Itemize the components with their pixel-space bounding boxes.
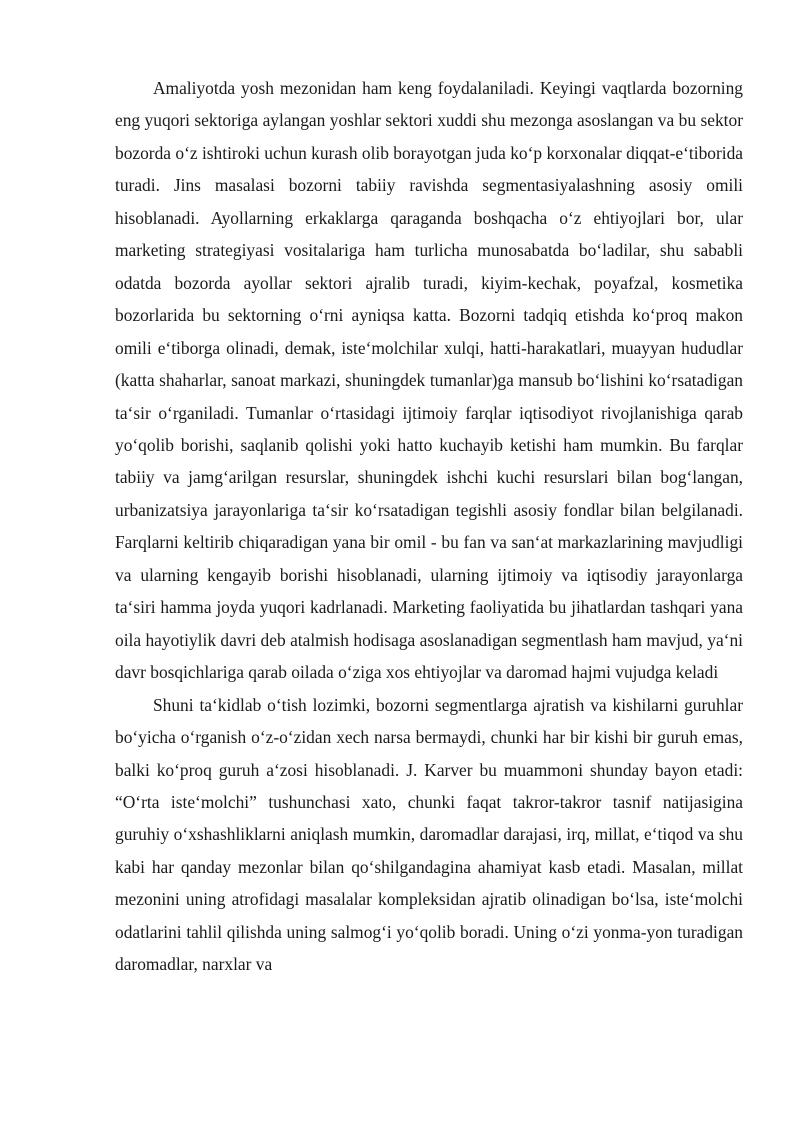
paragraph-2: Shuni ta‘kidlab o‘tish lozimki, bozorni segmentlarga ajratish va kishilarni guruhlar bo‘yicha o‘rganish o‘z-o‘zidan xech narsa bermaydi, chunki har bir kishi bir guruh emas, balki ko‘proq guruh a‘zosi hisoblanadi. J. Karver bu muammoni shunday bayon etadi: “O‘rta iste‘molchi” tushunchasi xato, chunki faqat takror-takror tasnif natijasigina guruhiy o‘xshashliklarni aniqlash mumkin, daromadlar darajasi, irq, millat, e‘tiqod va shu kabi har qanday mezonlar bilan qo‘shilgandagina ahamiyat kasb etadi. Masalan, millat mezonini uning atrofidagi masalalar kompleksidan ajratib olinadigan bo‘lsa, iste‘molchi odatlarini tahlil qilishda uning salmog‘i yo‘qolib boradi. Uning o‘zi yonma-yon turadigan daromadlar, narxlar va — [115, 694, 743, 975]
paragraph-1: Amaliyotda yosh mezonidan ham keng foydalaniladi. Keyingi vaqtlarda bozorning eng yuqori sektoriga aylangan yoshlar sektori xuddi shu mezonga asoslangan va bu sektor bozorda o‘z ishtiroki uchun kurash olib borayotgan juda ko‘p korxonalar diqqat-e‘tiborida turadi. Jins masalasi bozorni tabiiy ravishda segmentasiyalashning asosiy omili hisoblanadi. Ayollarning erkaklarga qaraganda boshqacha o‘z ehtiyojlari bor, ular marketing strategiyasi vositalariga ham turlicha munosabatda bo‘ladilar, shu sababli odatda bozorda ayollar sektori ajralib turadi, kiyim-kechak, poyafzal, kosmetika bozorlarida bu sektorning o‘rni ayniqsa katta. Bozorni tadqiq etishda ko‘proq makon omili e‘tiborga olinadi, demak, iste‘molchilar xulqi, hatti-harakatlari, muayyan hududlar (katta shaharlar, sanoat markazi, shuningdek tumanlar)ga mansub bo‘lishini ko‘rsatadigan ta‘sir o‘rganiladi. Tumanlar o‘rtasidagi ijtimoiy farqlar iqtisodiyot rivojlanishiga qarab yo‘qolib borishi, saqlanib qolishi yoki hatto kuchayib ketishi ham mumkin. Bu farqlar tabiiy va jamg‘arilgan resurslar, shuningdek ishchi kuchi resurslari bilan bog‘langan, urbanizatsiya jarayonlariga ta‘sir ko‘rsatadigan tegishli asosiy fondlar bilan belgilanadi. Farqlarni keltirib chiqaradigan yana bir omil - bu fan va san‘at markazlarining mavjudligi va ularning kengayib borishi hisoblanadi, ularning ijtimoiy va iqtisodiy jarayonlarga ta‘siri hamma joyda yuqori kadrlanadi. Marketing faoliyatida bu jihatlardan tashqari yana oila hayotiylik davri deb atalmish hodisaga asoslanadigan segmentlash ham mavjud, ya‘ni davr bosqichlariga qarab oilada o‘ziga xos ehtiyojlar va daromad hajmi vujudga keladi — [115, 78, 743, 683]
document-body — [115, 72, 743, 981]
